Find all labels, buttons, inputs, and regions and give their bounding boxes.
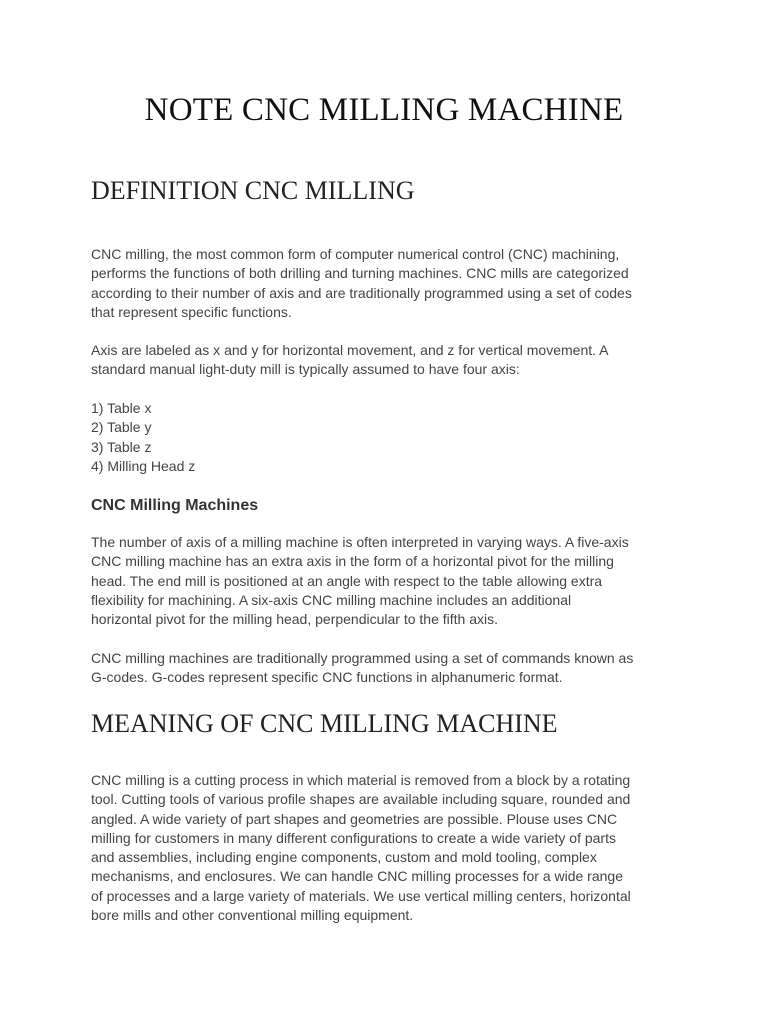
- text-line: of processes and a large variety of materials. We use vertical milling centers, horizontal: [91, 887, 631, 904]
- text-line: and assemblies, including engine components, custom and mold tooling, complex: [91, 849, 597, 866]
- text-line: Axis are labeled as x and y for horizontal movement, and z for vertical movement. A: [91, 342, 609, 358]
- paragraph-g-codes: [91, 649, 691, 688]
- text-line: standard manual light-duty mill is typically assumed to have four axis:: [91, 361, 520, 378]
- document-title: NOTE CNC MILLING MACHINE: [144, 92, 624, 128]
- text-line: The number of axis of a milling machine is often interpreted in varying ways. A five-axis: [91, 534, 629, 550]
- text-line: mechanisms, and enclosures. We can handle CNC milling processes for a wide range: [91, 868, 623, 885]
- paragraph-meaning: [91, 771, 691, 925]
- text-line: that represent specific functions.: [91, 303, 292, 320]
- text-line: CNC milling is a cutting process in which material is removed from a block by a rotating: [91, 772, 631, 788]
- text-line: CNC milling machine has an extra axis in the form of a horizontal pivot for the milling: [91, 553, 614, 570]
- text-line: bore mills and other conventional milling equipment.: [91, 907, 414, 924]
- text-line: G-codes. G-codes represent specific CNC functions in alphanumeric format.: [91, 669, 563, 686]
- text-line: tool. Cutting tools of various profile shapes are available including square, rounded and: [91, 791, 631, 808]
- list-item: 2) Table y: [91, 419, 152, 436]
- axis-list: [91, 399, 691, 476]
- text-line: CNC milling machines are traditionally programmed using a set of commands known as: [91, 650, 634, 666]
- text-line: angled. A wide variety of part shapes and geometries are possible. Plouse uses CNC: [91, 810, 618, 827]
- text-line: CNC milling, the most common form of computer numerical control (CNC) machining,: [91, 246, 620, 262]
- text-line: according to their number of axis and are traditionally programmed using a set of codes: [91, 284, 632, 301]
- paragraph-axis-count: [91, 533, 691, 629]
- text-line: performs the functions of both drilling and turning machines. CNC mills are categorized: [91, 265, 629, 282]
- list-item: 4) Milling Head z: [91, 457, 196, 474]
- text-line: horizontal pivot for the milling head, perpendicular to the fifth axis.: [91, 611, 499, 628]
- text-line: head. The end mill is positioned at an angle with respect to the table allowing extra: [91, 572, 603, 589]
- text-line: milling for customers in many different configurations to create a wide variety of parts: [91, 829, 616, 846]
- paragraph-axis: [91, 341, 691, 380]
- heading-definition: DEFINITION CNC MILLING: [91, 176, 415, 205]
- list-item: 3) Table z: [91, 438, 152, 455]
- list-item: 1) Table x: [91, 400, 152, 416]
- paragraph-definition: [91, 245, 691, 322]
- text-line: flexibility for machining. A six-axis CNC milling machine includes an additional: [91, 591, 572, 608]
- heading-cnc-milling-machines: CNC Milling Machines: [91, 497, 259, 514]
- heading-meaning: MEANING OF CNC MILLING MACHINE: [91, 709, 558, 738]
